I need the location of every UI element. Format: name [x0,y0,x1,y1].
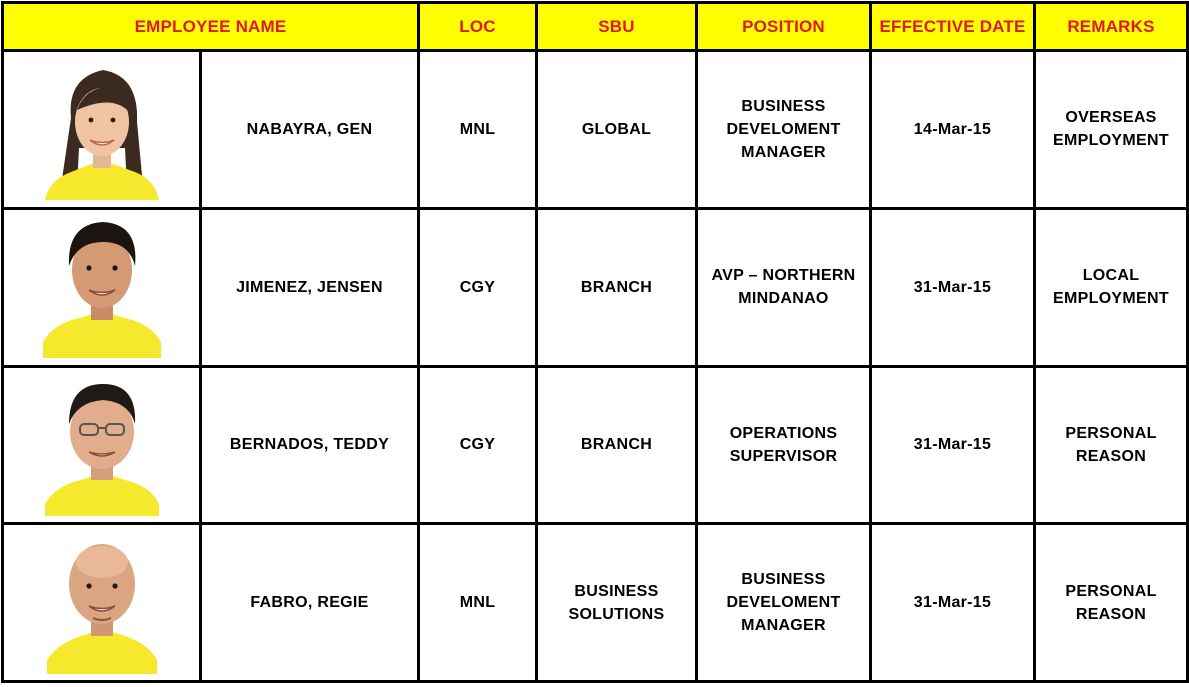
position-cell [697,524,871,682]
employee-name-cell [201,366,419,524]
position-cell [697,208,871,366]
position-value: OPERATIONS SUPERVISOR [729,424,838,465]
remarks-value: PERSONAL REASON [1065,424,1157,465]
table-row [3,208,1188,366]
loc-value: MNL [459,120,496,138]
loc-cell [419,208,537,366]
remarks-cell [1035,51,1188,209]
remarks-value: OVERSEAS EMPLOYMENT [1053,109,1169,150]
header-sbu: SBU [537,3,697,51]
person-photo-icon [43,374,161,516]
position-value: BUSINESS DEVELOMENT MANAGER [726,571,841,635]
table-row [3,51,1188,209]
employee-name: FABRO, REGIE [250,594,369,612]
employee-name-cell [201,524,419,682]
header-position: POSITION [697,3,871,51]
photo-cell [3,366,201,524]
effective-date-value: 31-Mar-15 [913,436,992,454]
sbu-cell [537,366,697,524]
effective-date-cell [871,208,1035,366]
employee-name-cell [201,51,419,209]
remarks-cell [1035,366,1188,524]
loc-value: CGY [459,278,496,296]
loc-value: MNL [459,594,496,612]
remarks-cell [1035,524,1188,682]
position-cell [697,366,871,524]
loc-cell [419,524,537,682]
employee-name: NABAYRA, GEN [246,120,373,138]
position-value: BUSINESS DEVELOMENT MANAGER [726,97,841,161]
header-effective-date: EFFECTIVE DATE [871,3,1035,51]
employee-roster-table [1,1,1189,683]
effective-date-value: 31-Mar-15 [913,278,992,296]
sbu-cell [537,51,697,209]
loc-cell [419,366,537,524]
effective-date-value: 14-Mar-15 [913,120,992,138]
effective-date-value: 31-Mar-15 [913,594,992,612]
effective-date-cell [871,524,1035,682]
sbu-value: GLOBAL [581,120,652,138]
sbu-cell [537,524,697,682]
employee-name-cell [201,208,419,366]
sbu-value: BRANCH [580,278,653,296]
header-loc: LOC [419,3,537,51]
employee-name: JIMENEZ, JENSEN [236,278,383,296]
employee-name: BERNADOS, TEDDY [229,436,390,454]
sbu-value: BUSINESS SOLUTIONS [568,582,665,623]
loc-cell [419,51,537,209]
header-employee-name: EMPLOYEE NAME [3,3,419,51]
remarks-value: PERSONAL REASON [1065,582,1157,623]
sbu-cell [537,208,697,366]
table-row [3,524,1188,682]
table-header-row [3,3,1188,51]
person-photo-icon [43,216,161,358]
table-row [3,366,1188,524]
photo-cell [3,51,201,209]
remarks-value: LOCAL EMPLOYMENT [1053,267,1169,308]
remarks-cell [1035,208,1188,366]
sbu-value: BRANCH [580,436,653,454]
photo-cell [3,524,201,682]
person-photo-icon [43,58,161,200]
position-value: AVP – NORTHERN MINDANAO [711,267,856,308]
position-cell [697,51,871,209]
photo-cell [3,208,201,366]
person-photo-icon [43,532,161,674]
effective-date-cell [871,51,1035,209]
header-remarks: REMARKS [1035,3,1188,51]
effective-date-cell [871,366,1035,524]
loc-value: CGY [459,436,496,454]
